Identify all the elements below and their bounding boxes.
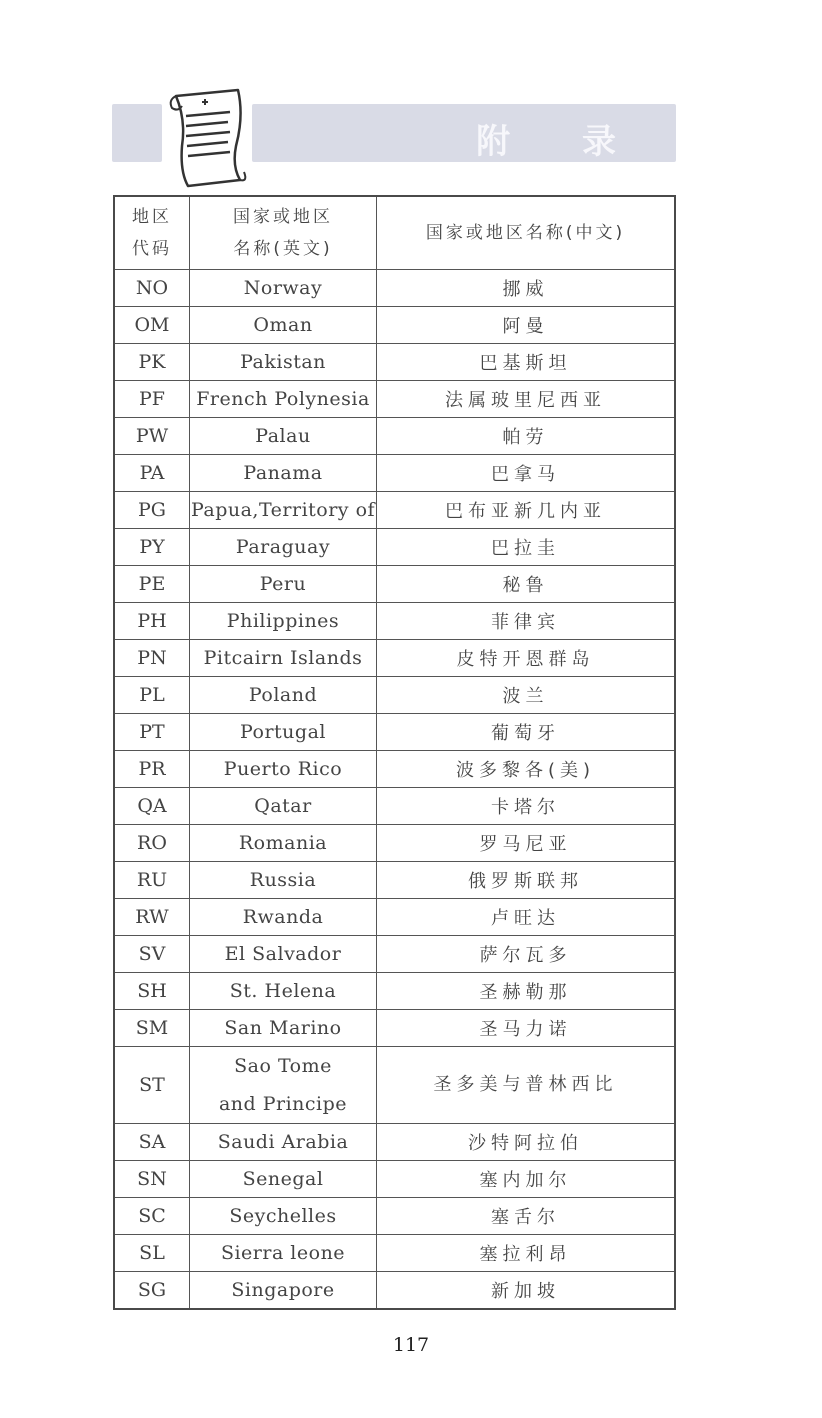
cell-chinese: 法属玻里尼西亚 (377, 381, 676, 418)
cell-english: Puerto Rico (190, 751, 377, 788)
table-row (114, 418, 675, 455)
table-body (114, 196, 675, 1309)
cell-chinese: 波兰 (377, 677, 676, 714)
cell-english: French Polynesia (190, 381, 377, 418)
cell-code: SH (114, 973, 190, 1010)
header-code-label: 地区 代码 (132, 207, 172, 259)
table-row (114, 677, 675, 714)
cell-chinese: 沙特阿拉伯 (377, 1124, 676, 1161)
cell-english: Singapore (190, 1272, 377, 1310)
cell-english: Philippines (190, 603, 377, 640)
cell-chinese: 罗马尼亚 (377, 825, 676, 862)
cell-chinese: 巴布亚新几内亚 (377, 492, 676, 529)
cell-code: RW (114, 899, 190, 936)
cell-english: Poland (190, 677, 377, 714)
cell-english: Oman (190, 307, 377, 344)
country-code-table (113, 195, 676, 1310)
cell-english: Palau (190, 418, 377, 455)
cell-code: PL (114, 677, 190, 714)
cell-english: Romania (190, 825, 377, 862)
table-row (114, 751, 675, 788)
cell-code: PH (114, 603, 190, 640)
cell-code: RO (114, 825, 190, 862)
cell-chinese: 圣马力诺 (377, 1010, 676, 1047)
table-row (114, 566, 675, 603)
table-row (114, 973, 675, 1010)
cell-chinese: 巴拿马 (377, 455, 676, 492)
cell-english: Seychelles (190, 1198, 377, 1235)
cell-chinese: 卡塔尔 (377, 788, 676, 825)
cell-chinese: 圣赫勒那 (377, 973, 676, 1010)
cell-chinese: 葡萄牙 (377, 714, 676, 751)
header-chinese-label: 国家或地区名称(中文) (425, 223, 626, 243)
table-row (114, 381, 675, 418)
cell-chinese: 新加坡 (377, 1272, 676, 1310)
table-row (114, 1124, 675, 1161)
header-english (190, 196, 377, 270)
cell-code: PT (114, 714, 190, 751)
cell-chinese: 波多黎各(美) (377, 751, 676, 788)
cell-chinese: 皮特开恩群岛 (377, 640, 676, 677)
cell-english: Papua,Territory of (190, 492, 377, 529)
cell-chinese: 菲律宾 (377, 603, 676, 640)
cell-code: PY (114, 529, 190, 566)
page-number: 117 (392, 1334, 430, 1356)
cell-code: PF (114, 381, 190, 418)
cell-code: SL (114, 1235, 190, 1272)
cell-chinese: 阿曼 (377, 307, 676, 344)
table-row (114, 1161, 675, 1198)
cell-chinese: 塞舌尔 (377, 1198, 676, 1235)
table-row (114, 307, 675, 344)
cell-code: OM (114, 307, 190, 344)
cell-code: PE (114, 566, 190, 603)
table-row (114, 492, 675, 529)
cell-chinese: 帕劳 (377, 418, 676, 455)
cell-code: SN (114, 1161, 190, 1198)
cell-english: Paraguay (190, 529, 377, 566)
cell-chinese: 塞内加尔 (377, 1161, 676, 1198)
cell-chinese: 圣多美与普林西比 (377, 1047, 676, 1124)
cell-code: RU (114, 862, 190, 899)
cell-chinese: 萨尔瓦多 (377, 936, 676, 973)
cell-chinese: 塞拉利昂 (377, 1235, 676, 1272)
cell-english: Pakistan (190, 344, 377, 381)
cell-english: Saudi Arabia (190, 1124, 377, 1161)
cell-english: El Salvador (190, 936, 377, 973)
cell-chinese: 挪威 (377, 270, 676, 307)
cell-code: PN (114, 640, 190, 677)
cell-english: Senegal (190, 1161, 377, 1198)
document-icon (158, 86, 254, 190)
cell-chinese: 巴基斯坦 (377, 344, 676, 381)
appendix-banner (112, 100, 676, 164)
banner-right-block (252, 104, 676, 162)
table-row (114, 1235, 675, 1272)
table-row (114, 1047, 675, 1124)
cell-code: PW (114, 418, 190, 455)
cell-code: PR (114, 751, 190, 788)
table-row (114, 936, 675, 973)
cell-english: Qatar (190, 788, 377, 825)
cell-chinese: 巴拉圭 (377, 529, 676, 566)
banner-left-block (112, 104, 162, 162)
table-row (114, 788, 675, 825)
header-code (114, 196, 190, 270)
cell-code: PA (114, 455, 190, 492)
header-english-label: 国家或地区 名称(英文) (233, 207, 333, 259)
cell-english: St. Helena (190, 973, 377, 1010)
cell-chinese: 卢旺达 (377, 899, 676, 936)
cell-code: ST (114, 1047, 190, 1124)
cell-code: SV (114, 936, 190, 973)
cell-code: SG (114, 1272, 190, 1310)
header-chinese (377, 196, 676, 270)
table-row (114, 714, 675, 751)
cell-chinese: 秘鲁 (377, 566, 676, 603)
cell-chinese: 俄罗斯联邦 (377, 862, 676, 899)
cell-code: SC (114, 1198, 190, 1235)
cell-english: Peru (190, 566, 377, 603)
cell-english: Russia (190, 862, 377, 899)
table-row (114, 825, 675, 862)
banner-title: 附 录 (476, 122, 646, 162)
cell-english: Pitcairn Islands (190, 640, 377, 677)
table-header-row (114, 196, 675, 270)
cell-english: Portugal (190, 714, 377, 751)
table-row (114, 1198, 675, 1235)
table-row (114, 344, 675, 381)
table-row (114, 1010, 675, 1047)
table-row (114, 1272, 675, 1310)
cell-code: PG (114, 492, 190, 529)
cell-code: QA (114, 788, 190, 825)
table-row (114, 455, 675, 492)
table-row (114, 640, 675, 677)
cell-code: PK (114, 344, 190, 381)
table-row (114, 862, 675, 899)
cell-english: Sao Tome and Principe (190, 1047, 377, 1124)
table-row (114, 529, 675, 566)
table-row (114, 270, 675, 307)
cell-english: Rwanda (190, 899, 377, 936)
cell-code: SA (114, 1124, 190, 1161)
cell-english: Norway (190, 270, 377, 307)
cell-code: NO (114, 270, 190, 307)
cell-english: San Marino (190, 1010, 377, 1047)
table-row (114, 899, 675, 936)
table-row (114, 603, 675, 640)
cell-english: Panama (190, 455, 377, 492)
cell-english: Sierra leone (190, 1235, 377, 1272)
cell-code: SM (114, 1010, 190, 1047)
